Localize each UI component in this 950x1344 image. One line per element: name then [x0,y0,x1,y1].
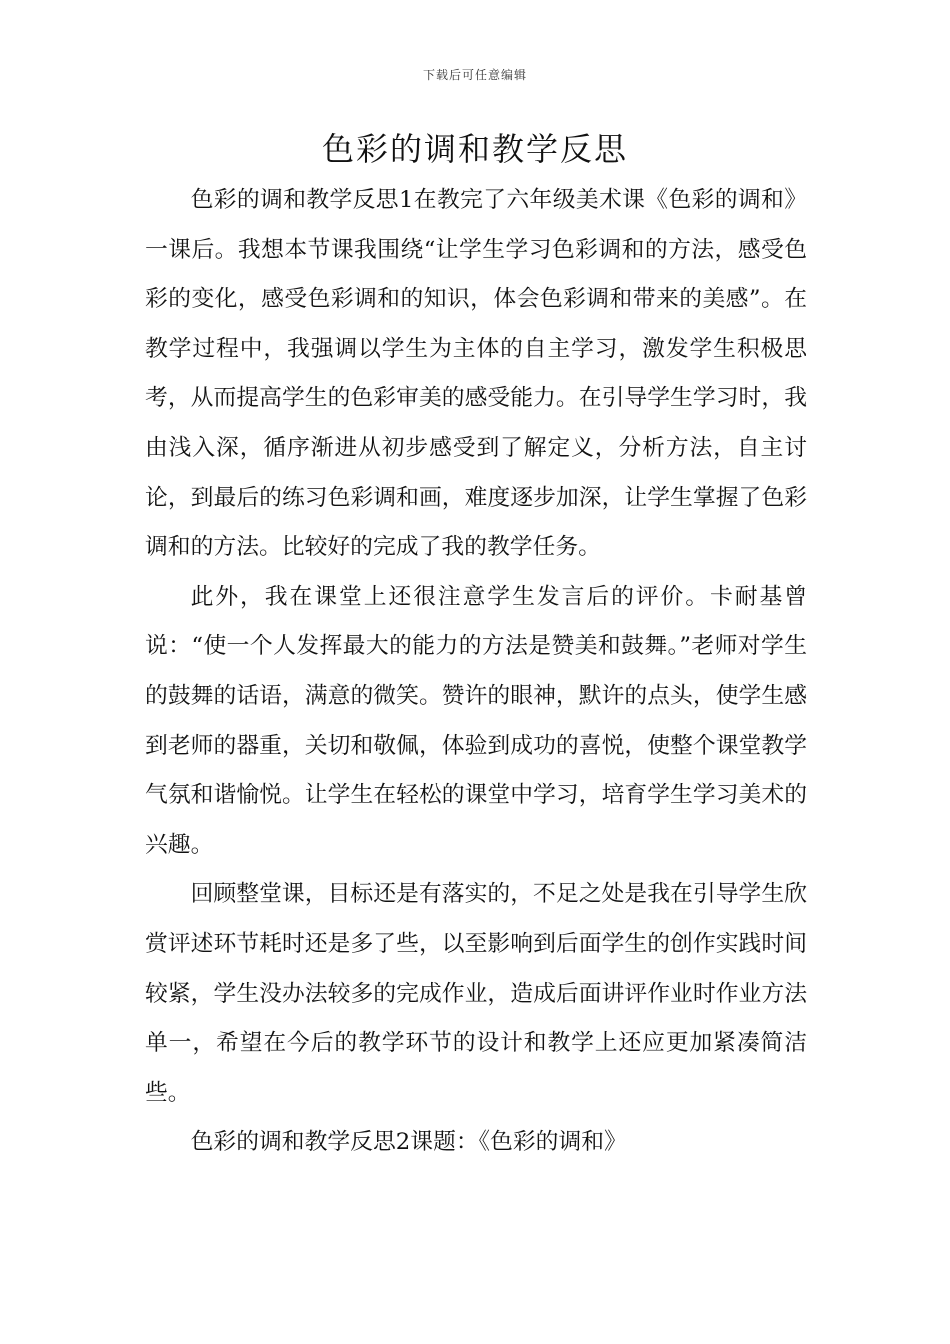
paragraph-1: 色彩的调和教学反思1在教完了六年级美术课《色彩的调和》一课后。我想本节课我围绕“让学生学习色彩调和的方法，感受色彩的变化，感受色彩调和的知识，体会色彩调和带来的美感”。在教学过程中，我强调以学生为主体的自主学习，激发学生积极思考，从而提高学生的色彩审美的感受能力。在引导学生学习时，我由浅入深，循序渐进从初步感受到了解定义，分析方法，自主讨论，到最后的练习色彩调和画，难度逐步加深，让学生掌握了色彩调和的方法。比较好的完成了我的教学任务。 [145,187,807,561]
document-title: 色彩的调和教学反思 [321,130,628,168]
paragraph-4: 色彩的调和教学反思2课题：《色彩的调和》 [190,1129,627,1156]
paragraph-2: 此外，我在课堂上还很注意学生发言后的评价。卡耐基曾说：“使一个人发挥最大的能力的方法是赞美和鼓舞。”老师对学生的鼓舞的话语，满意的微笑。赞许的眼神，默许的点头，使学生感到老师的器重，关切和敬佩，体验到成功的喜悦，使整个课堂教学气氛和谐愉悦。让学生在轻松的课堂中学习，培育学生学习美术的兴趣。 [145,583,807,858]
paragraph-3: 回顾整堂课，目标还是有落实的，不足之处是我在引导学生欣赏评述环节耗时还是多了些，以至影响到后面学生的创作实践时间较紧，学生没办法较多的完成作业，造成后面讲评作业时作业方法单一，希望在今后的教学环节的设计和教学上还应更加紧凑简洁些。 [145,881,807,1106]
header-note: 下载后可任意编辑 [422,68,527,82]
document-body [145,176,807,1168]
